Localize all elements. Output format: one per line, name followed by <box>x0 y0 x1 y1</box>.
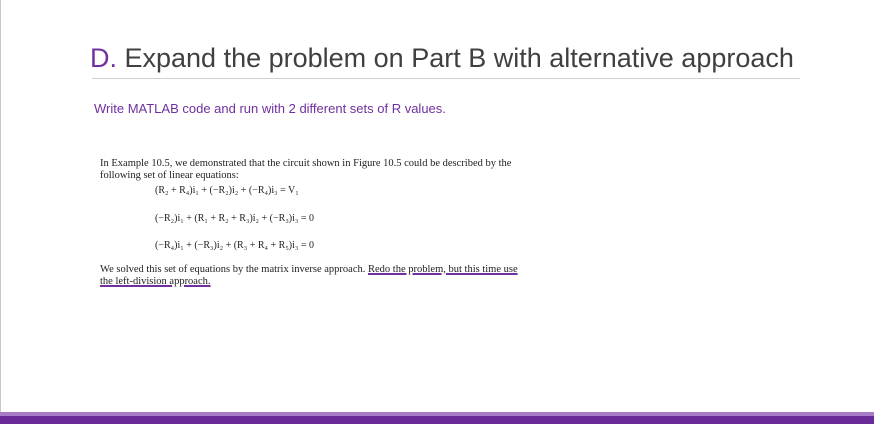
excerpt-outro-text: We solved this set of equations by the matrix inverse approach. <box>100 264 369 275</box>
slide-title <box>90 38 794 78</box>
equation-1: (R₂ + R₄)i₁ + (−R₂)i₂ + (−R₄)i₃ = V₁ <box>155 185 299 196</box>
bottom-accent-bar-dark <box>0 416 874 424</box>
title-divider <box>92 78 800 79</box>
excerpt-task-highlight: Redo the problem, but this time use the left-division approach. <box>100 264 518 287</box>
slide-title-text: Expand the problem on Part B with alternative approach <box>117 43 794 73</box>
equation-2: (−R₂)i₁ + (R₁ + R₂ + R₃)i₂ + (−R₃)i₃ = 0 <box>155 213 315 224</box>
excerpt-intro: In Example 10.5, we demonstrated that the circuit shown in Figure 10.5 could be described by the following set of linear equations: <box>100 158 512 181</box>
slide-left-border <box>0 0 1 424</box>
slide-title-accent: D. <box>90 43 117 73</box>
slide-subtitle: Write MATLAB code and run with 2 different sets of R values. <box>94 101 446 116</box>
excerpt-outro <box>100 264 520 288</box>
equation-3: (−R₄)i₁ + (−R₃)i₂ + (R₃ + R₄ + R₅)i₃ = 0 <box>155 240 315 251</box>
